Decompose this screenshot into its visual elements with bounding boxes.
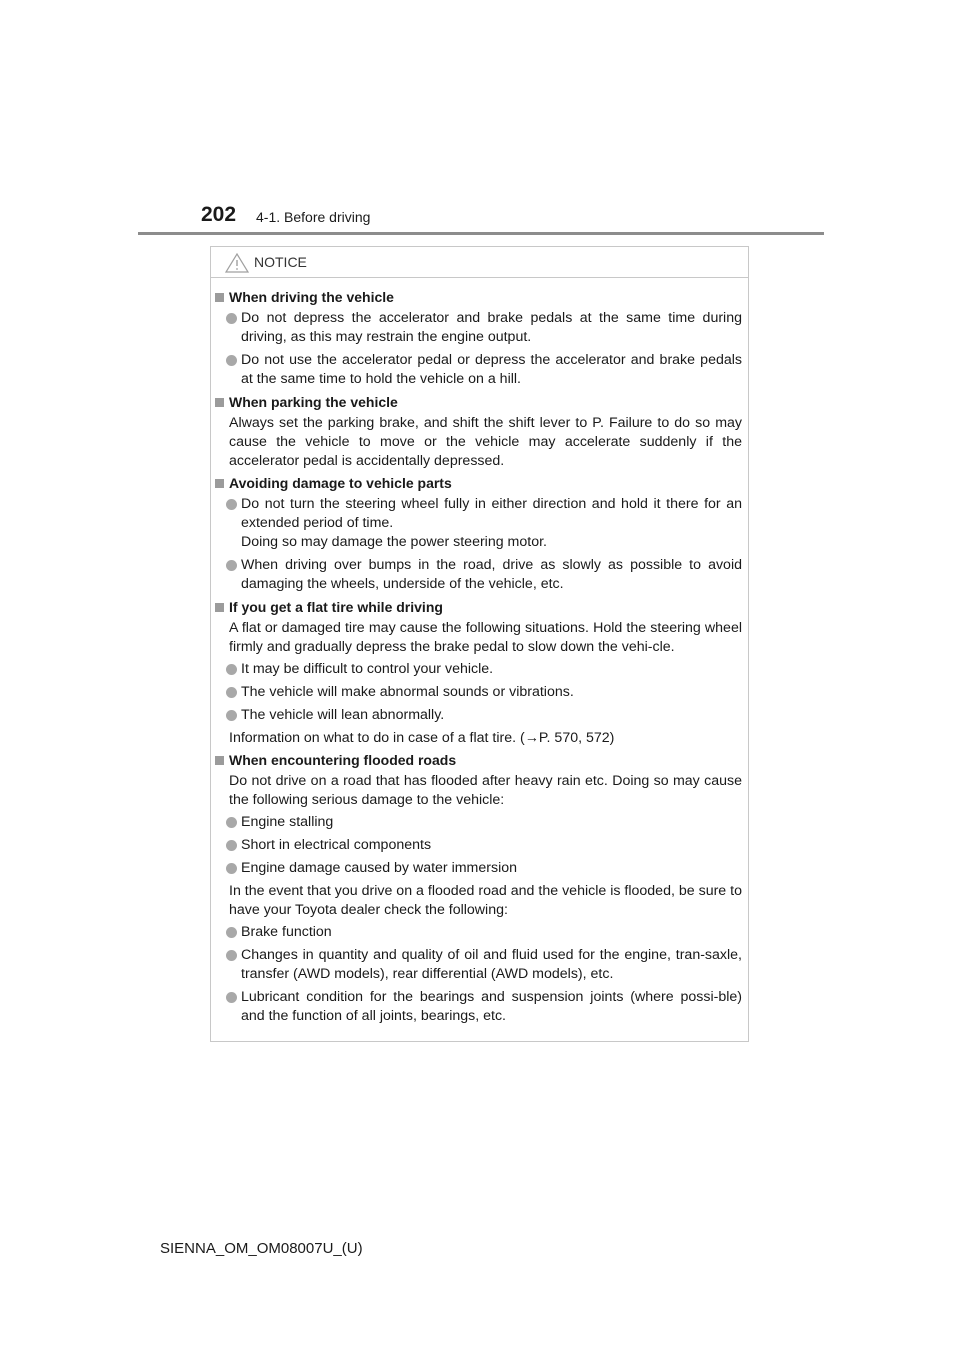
section-paragraph: In the event that you drive on a flooded road and the vehicle is flooded, be sure to have your Toyota dealer check the following: [229,883,742,918]
bullet-dot-icon [226,710,237,721]
section-paragraph: A flat or damaged tire may cause the following situations. Hold the steering wheel firmly and gradually depress the brake pedal to slow down the vehi-cle. [229,620,742,655]
list-item: Engine damage caused by water immersion [241,859,742,882]
section-damage [211,474,748,598]
list-item: The vehicle will make abnormal sounds or vibrations. [241,683,742,706]
notice-title: NOTICE [254,254,307,270]
section-heading: Avoiding damage to vehicle parts [211,474,748,495]
section-driving [211,288,748,393]
section-paragraph: Do not drive on a road that has flooded after heavy rain etc. Doing so may cause the following serious damage to the vehicle: [229,773,742,808]
list-item: Engine stalling [241,813,742,836]
bullet-dot-icon [226,817,237,828]
section-paragraph: Always set the parking brake, and shift the shift lever to P. Failure to do so may cause the vehicle to move or the vehicle may accelerate suddenly if the accelerator pedal is accidentally depressed. [229,415,742,469]
list-item: Do not use the accelerator pedal or depress the accelerator and brake pedals at the same time to hold the vehicle on a hill. [241,351,742,393]
list-item: Lubricant condition for the bearings and suspension joints (where possi-ble) and the function of all joints, bearings, etc. [241,988,742,1030]
square-bullet-icon [215,398,224,407]
notice-header [211,247,748,278]
notice-box [210,246,749,1042]
header-divider [138,232,824,235]
page-header [201,203,371,227]
section-heading: When encountering flooded roads [211,751,748,772]
notice-content [211,288,748,1030]
list-item: When driving over bumps in the road, drive as slowly as possible to avoid damaging the wheels, underside of the vehicle, etc. [241,556,742,598]
section-flooded-roads [211,751,748,1030]
bullet-dot-icon [226,355,237,366]
square-bullet-icon [215,479,224,488]
bullet-dot-icon [226,927,237,938]
square-bullet-icon [215,293,224,302]
bullet-dot-icon [226,992,237,1003]
section-heading: When parking the vehicle [211,393,748,414]
list-item: Do not depress the accelerator and brake pedals at the same time during driving, as this may restrain the engine output. [241,309,742,351]
bullet-dot-icon [226,863,237,874]
list-item: Brake function [241,923,742,946]
bullet-dot-icon [226,950,237,961]
bullet-dot-icon [226,499,237,510]
list-item: The vehicle will lean abnormally. [241,706,742,729]
section-heading: If you get a flat tire while driving [211,598,748,619]
bullet-dot-icon [226,560,237,571]
section-parking [211,393,748,474]
section-flat-tire [211,598,748,751]
bullet-dot-icon [226,313,237,324]
list-item: It may be difficult to control your vehicle. [241,660,742,683]
list-item: Short in electrical components [241,836,742,859]
list-item: Do not turn the steering wheel fully in either direction and hold it there for an extended period of time. Doing so may damage the power steering motor. [241,495,742,556]
bullet-dot-icon [226,664,237,675]
page-number: 202 [201,203,237,226]
bullet-dot-icon [226,687,237,698]
section-title: 4-1. Before driving [256,209,371,225]
warning-triangle-icon [225,253,249,273]
list-item: Changes in quantity and quality of oil and fluid used for the engine, tran-saxle, transfer (AWD models), rear differential (AWD models), etc. [241,946,742,988]
square-bullet-icon [215,756,224,765]
section-paragraph: Information on what to do in case of a flat tire. (→P. 570, 572) [229,730,615,746]
section-heading: When driving the vehicle [211,288,748,309]
footer-doc-id: SIENNA_OM_OM08007U_(U) [160,1240,363,1257]
square-bullet-icon [215,603,224,612]
bullet-dot-icon [226,840,237,851]
